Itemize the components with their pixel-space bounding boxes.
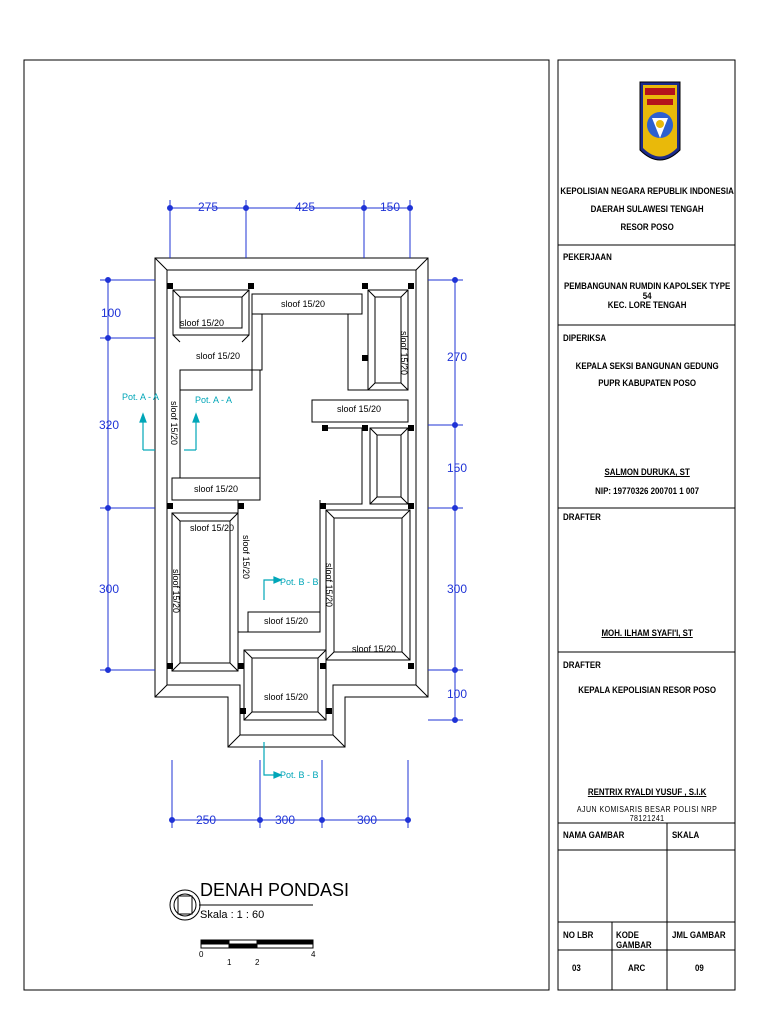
dimension-right-2: 150 xyxy=(447,461,468,475)
dimension-bottom-2: 300 xyxy=(275,813,296,827)
drafter-title: KEPALA KEPOLISIAN RESOR POSO xyxy=(578,685,716,695)
kode-gambar-value: ARC xyxy=(628,963,646,973)
org-line-1: KEPOLISIAN NEGARA REPUBLIK INDONESIA xyxy=(560,186,734,196)
drafter-name: RENTRIX RYALDI YUSUF , S.I.K xyxy=(587,787,707,797)
dimension-top-3: 150 xyxy=(380,200,401,214)
jml-gambar-label: JML GAMBAR xyxy=(672,930,726,940)
org-line-2: DAERAH SULAWESI TENGAH xyxy=(590,204,704,214)
dimension-top-2: 425 xyxy=(295,200,316,214)
diperiksa-label: DIPERIKSA xyxy=(563,333,607,343)
jml-gambar-value: 09 xyxy=(695,963,704,973)
sloof-label-vertical: sloof 15/20 xyxy=(324,562,335,608)
section-label-bb: Pot. B - B xyxy=(280,770,319,780)
diperiksa-line-2: PUPR KABUPATEN POSO xyxy=(598,378,697,388)
sloof-label: sloof 15/20 xyxy=(281,299,326,309)
diperiksa-name: SALMON DURUKA, ST xyxy=(604,467,690,477)
dimension-left-1: 100 xyxy=(101,306,122,320)
dimension-left-2: 320 xyxy=(99,418,120,432)
section-label-aa: Pot. A - A xyxy=(122,392,160,402)
scale-bar-label: 1 xyxy=(227,958,232,967)
dimension-left-3: 300 xyxy=(99,582,120,596)
dimension-right-4: 100 xyxy=(447,687,468,701)
sloof-label: sloof 15/20 xyxy=(337,404,382,414)
sloof-label: sloof 15/20 xyxy=(180,318,225,328)
drafter-rank: AJUN KOMISARIS BESAR POLISI NRP 78121241 xyxy=(576,805,718,823)
dimension-top-1: 275 xyxy=(198,200,219,214)
scale-bar-label: 2 xyxy=(255,958,260,967)
dimension-right-3: 300 xyxy=(447,582,468,596)
plan-scale: Skala : 1 : 60 xyxy=(200,909,265,921)
kode-gambar-label: KODE GAMBAR xyxy=(616,930,652,950)
dimension-bottom-3: 300 xyxy=(357,813,378,827)
drafter-name: MOH. ILHAM SYAFI'I, ST xyxy=(601,628,693,638)
sloof-label: sloof 15/20 xyxy=(264,692,309,702)
sloof-label: sloof 15/20 xyxy=(190,523,235,533)
sloof-label-vertical: sloof 15/20 xyxy=(169,400,180,446)
sloof-label-vertical: sloof 15/20 xyxy=(171,568,182,614)
scale-bar-label: 0 xyxy=(199,950,204,959)
plan-title: DENAH PONDASI xyxy=(200,880,350,900)
diperiksa-nip: NIP: 19770326 200701 1 007 xyxy=(595,486,700,496)
sloof-label: sloof 15/20 xyxy=(196,351,241,361)
sloof-label-vertical: sloof 15/20 xyxy=(399,330,410,376)
scale-bar-label: 4 xyxy=(311,950,316,959)
sloof-label: sloof 15/20 xyxy=(352,644,397,654)
drafter-label: DRAFTER xyxy=(563,660,601,670)
nama-gambar-label: NAMA GAMBAR xyxy=(563,830,625,840)
pekerjaan-line-2: KEC. LORE TENGAH xyxy=(607,300,687,310)
dimension-bottom-1: 250 xyxy=(196,813,217,827)
sloof-label: sloof 15/20 xyxy=(264,616,309,626)
drafter-label: DRAFTER xyxy=(563,512,601,522)
pekerjaan-label: PEKERJAAN xyxy=(563,252,612,262)
skala-label: SKALA xyxy=(672,830,700,840)
dimension-right-1: 270 xyxy=(447,350,468,364)
no-lbr-value: 03 xyxy=(572,963,581,973)
section-label-bb: Pot. B - B xyxy=(280,577,319,587)
sloof-label: sloof 15/20 xyxy=(194,484,239,494)
org-line-3: RESOR POSO xyxy=(620,222,674,232)
pekerjaan-line-1: PEMBANGUNAN RUMDIN KAPOLSEK TYPE 54 xyxy=(563,281,731,301)
section-label-aa: Pot. A - A xyxy=(195,395,233,405)
no-lbr-label: NO LBR xyxy=(563,930,594,940)
diperiksa-line-1: KEPALA SEKSI BANGUNAN GEDUNG xyxy=(575,361,719,371)
sloof-label-vertical: sloof 15/20 xyxy=(241,534,252,580)
